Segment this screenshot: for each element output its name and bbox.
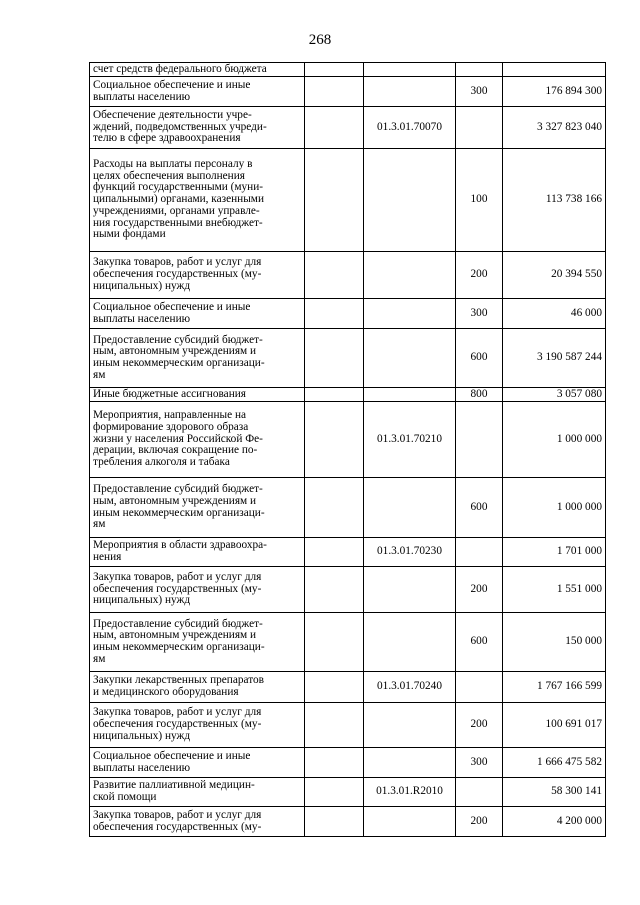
row-code [364,388,456,402]
row-code [364,252,456,299]
row-blank-column [305,107,364,149]
row-code [364,807,456,837]
table-row [90,388,606,402]
row-amount: 100 691 017 [503,703,606,748]
row-amount: 113 738 166 [503,149,606,252]
row-name: Развитие паллиативной медицин- ской помощи [90,778,305,807]
row-blank-column [305,613,364,672]
row-code [364,478,456,538]
row-amount: 176 894 300 [503,77,606,107]
row-type: 600 [456,613,503,672]
row-type [456,63,503,77]
row-type [456,672,503,703]
row-type [456,402,503,478]
table-row [90,778,606,807]
row-blank-column [305,149,364,252]
table-row [90,299,606,329]
row-blank-column [305,299,364,329]
table-row [90,402,606,478]
row-amount: 3 190 587 244 [503,329,606,388]
row-code [364,149,456,252]
row-blank-column [305,538,364,567]
row-type: 200 [456,252,503,299]
row-blank-column [305,807,364,837]
row-type: 300 [456,748,503,778]
table-row [90,77,606,107]
row-code [364,748,456,778]
table-row [90,149,606,252]
row-type [456,538,503,567]
row-type: 300 [456,77,503,107]
row-name: Мероприятия, направленные на формирование здорового образа жизни у населения Российской Фе- дерации, включая сокращение по- требления алкоголя и табака [90,402,305,478]
row-amount [503,63,606,77]
row-name: Закупка товаров, работ и услуг для обеспечения государственных (му- ниципальных) нужд [90,252,305,299]
row-type: 200 [456,703,503,748]
row-amount: 1 666 475 582 [503,748,606,778]
row-blank-column [305,778,364,807]
row-code: 01.3.01.70070 [364,107,456,149]
row-code: 01.3.01.R2010 [364,778,456,807]
table-row [90,478,606,538]
row-amount: 1 767 166 599 [503,672,606,703]
row-blank-column [305,388,364,402]
row-name: Предоставление субсидий бюджет- ным, автономным учреждениям и иным некоммерческим организаци- ям [90,329,305,388]
table-row [90,107,606,149]
row-code [364,63,456,77]
row-type: 200 [456,807,503,837]
table-row [90,567,606,613]
row-type: 200 [456,567,503,613]
row-name: Предоставление субсидий бюджет- ным, автономным учреждениям и иным некоммерческим организаци- ям [90,613,305,672]
row-blank-column [305,567,364,613]
row-blank-column [305,329,364,388]
row-code [364,329,456,388]
row-code [364,299,456,329]
row-code: 01.3.01.70210 [364,402,456,478]
row-type: 300 [456,299,503,329]
row-blank-column [305,252,364,299]
row-name: Социальное обеспечение и иные выплаты населению [90,748,305,778]
table-row [90,672,606,703]
row-amount: 1 000 000 [503,478,606,538]
page-number: 268 [308,32,332,48]
table-row [90,63,606,77]
table-row [90,807,606,837]
row-name: Закупка товаров, работ и услуг для обеспечения государственных (му- [90,807,305,837]
row-type: 600 [456,329,503,388]
row-code: 01.3.01.70240 [364,672,456,703]
row-code [364,567,456,613]
row-amount: 4 200 000 [503,807,606,837]
table-row [90,252,606,299]
row-amount: 3 327 823 040 [503,107,606,149]
row-amount: 1 000 000 [503,402,606,478]
row-blank-column [305,402,364,478]
row-type: 800 [456,388,503,402]
row-name: Закупки лекарственных препаратов и медицинского оборудования [90,672,305,703]
table-row [90,703,606,748]
row-name: Расходы на выплаты персоналу в целях обеспечения выполнения функций государственными (муни- ципальными) органами, казенными учреждениями, органами управле- ния государственными внебюджет- ными фондами [90,149,305,252]
row-code [364,613,456,672]
row-amount: 20 394 550 [503,252,606,299]
budget-table-body [90,63,606,837]
table-row [90,538,606,567]
row-type [456,107,503,149]
row-blank-column [305,77,364,107]
row-name: Иные бюджетные ассигнования [90,388,305,402]
table-row [90,748,606,778]
table-row [90,613,606,672]
budget-table [89,62,606,837]
row-amount: 1 701 000 [503,538,606,567]
row-type: 100 [456,149,503,252]
row-code: 01.3.01.70230 [364,538,456,567]
row-name: Предоставление субсидий бюджет- ным, автономным учреждениям и иным некоммерческим организаци- ям [90,478,305,538]
row-blank-column [305,63,364,77]
row-amount: 150 000 [503,613,606,672]
row-blank-column [305,478,364,538]
row-blank-column [305,748,364,778]
row-amount: 46 000 [503,299,606,329]
row-name: Закупка товаров, работ и услуг для обеспечения государственных (му- ниципальных) нужд [90,567,305,613]
row-blank-column [305,703,364,748]
table-row [90,329,606,388]
row-name: Социальное обеспечение и иные выплаты населению [90,299,305,329]
row-amount: 3 057 080 [503,388,606,402]
row-amount: 58 300 141 [503,778,606,807]
row-code [364,703,456,748]
row-name: Социальное обеспечение и иные выплаты населению [90,77,305,107]
row-name: Обеспечение деятельности учре- ждений, подведомственных учреди- телю в сфере здравоохранения [90,107,305,149]
row-code [364,77,456,107]
row-blank-column [305,672,364,703]
row-name: Мероприятия в области здравоохра- нения [90,538,305,567]
row-name: счет средств федерального бюджета [90,63,305,77]
row-type: 600 [456,478,503,538]
row-name: Закупка товаров, работ и услуг для обеспечения государственных (му- ниципальных) нужд [90,703,305,748]
row-amount: 1 551 000 [503,567,606,613]
row-type [456,778,503,807]
